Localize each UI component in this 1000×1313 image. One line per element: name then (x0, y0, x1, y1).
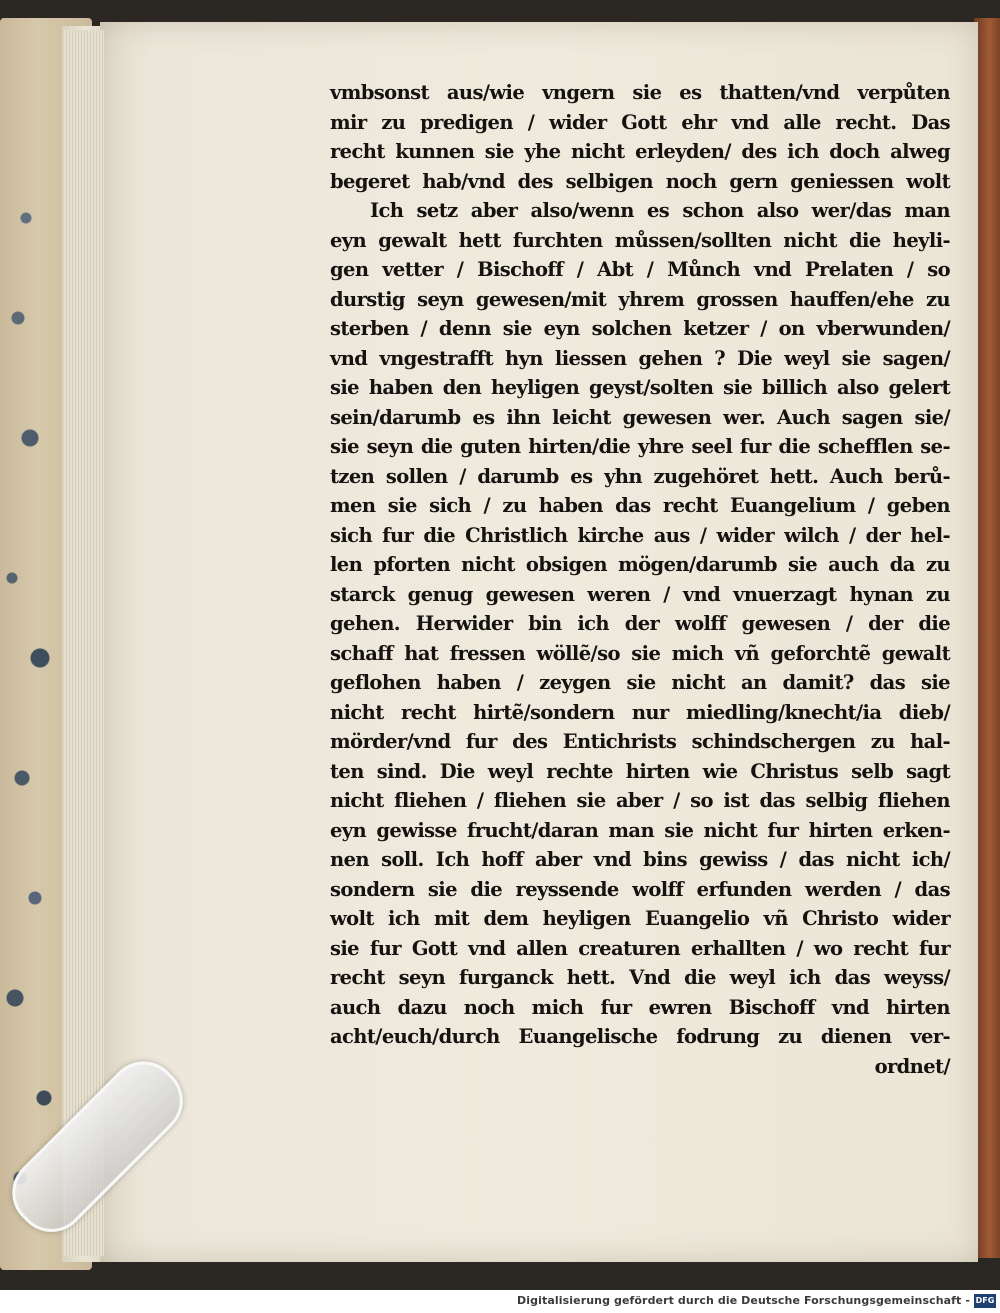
text-line: men sie sich / zu haben das recht Euangelium / geben (330, 494, 950, 517)
text-line: tzen sollen / darumb es yhn zugehöret hett. Auch berů- (330, 464, 950, 488)
text-line: len pforten nicht obsigen mögen/darumb sie auch da zu (330, 553, 950, 576)
text-line: sondern sie die reyssende wolff erfunden werden / das (330, 877, 950, 901)
text-line: starck genug gewesen weren / vnd vnuerzagt hynan zu (330, 582, 950, 606)
text-line: acht/euch/durch Euangelische fodrung zu dienen ver- (330, 1025, 950, 1048)
text-line: vnd vngestrafft hyn liessen gehen ? Die weyl sie sagen/ (330, 346, 950, 370)
text-line: geflohen haben / zeygen sie nicht an damit? das sie (330, 671, 950, 694)
text-line: Ich setz aber also/wenn es schon also wer/das man (370, 199, 950, 222)
text-line: sterben / denn sie eyn solchen ketzer / on vberwunden/ (330, 317, 950, 340)
text-line: sein/darumb es ihn leicht gewesen wer. Auch sagen sie/ (330, 405, 950, 429)
text-line: sie seyn die guten hirten/die yhre seel fur die schefflen se- (330, 435, 950, 458)
page-stack-edge (64, 30, 104, 1256)
text-line: nicht fliehen / fliehen sie aber / so ist das selbig fliehen (330, 789, 950, 812)
text-line: nen soll. Ich hoff aber vnd bins gewiss / das nicht ich/ (330, 848, 950, 871)
text-line: auch dazu noch mich fur ewren Bischoff vnd hirten (330, 995, 950, 1019)
page-text (330, 78, 950, 1081)
text-line: gehen. Herwider bin ich der wolff gewesen / der die (330, 612, 950, 635)
text-line: eyn gewisse frucht/daran man sie nicht fur hirten erken- (330, 818, 950, 842)
text-line: sich fur die Christlich kirche aus / wider wilch / der hel- (330, 523, 950, 547)
text-line: nicht recht hirtẽ/sondern nur miedling/knecht/ia dieb/ (330, 700, 950, 724)
text-line: mörder/vnd fur des Entichrists schindschergen zu hal- (330, 730, 950, 753)
text-line: begeret hab/vnd des selbigen noch gern geniessen wolt (330, 169, 950, 193)
text-line: eyn gewalt hett furchten můssen/sollten nicht die heyli- (330, 228, 950, 252)
text-line: vmbsonst aus/wie vngern sie es thatten/vnd verpůten (330, 81, 950, 104)
footer-bar (0, 1290, 1000, 1313)
text-line: recht kunnen sie yhe nicht erleyden/ des ich doch alweg (330, 140, 950, 163)
text-line: mir zu predigen / wider Gott ehr vnd alle recht. Das (330, 110, 950, 134)
text-line: wolt ich mit dem heyligen Euangelio vñ Christo wider (330, 907, 950, 930)
text-line: sie fur Gott vnd allen creaturen erhallten / wo recht fur (330, 936, 950, 960)
text-line: schaff hat fressen wöllẽ/so sie mich vñ geforchtẽ gewalt (330, 641, 950, 665)
text-line: gen vetter / Bischoff / Abt / Můnch vnd Prelaten / so (330, 258, 950, 281)
dfg-logo: DFG (974, 1294, 996, 1308)
text-line: durstig seyn gewesen/mit yhrem grossen hauffen/ehe zu (330, 287, 950, 311)
text-line: ten sind. Die weyl rechte hirten wie Christus selb sagt (330, 759, 950, 783)
funding-credit: Digitalisierung gefördert durch die Deutsche Forschungsgemeinschaft - (517, 1294, 970, 1307)
text-line: sie haben den heyligen geyst/solten sie billich also gelert (330, 376, 950, 399)
text-line: recht seyn furganck hett. Vnd die weyl ich das weyss/ (330, 966, 950, 989)
catchword: ordnet/ (874, 1054, 950, 1078)
